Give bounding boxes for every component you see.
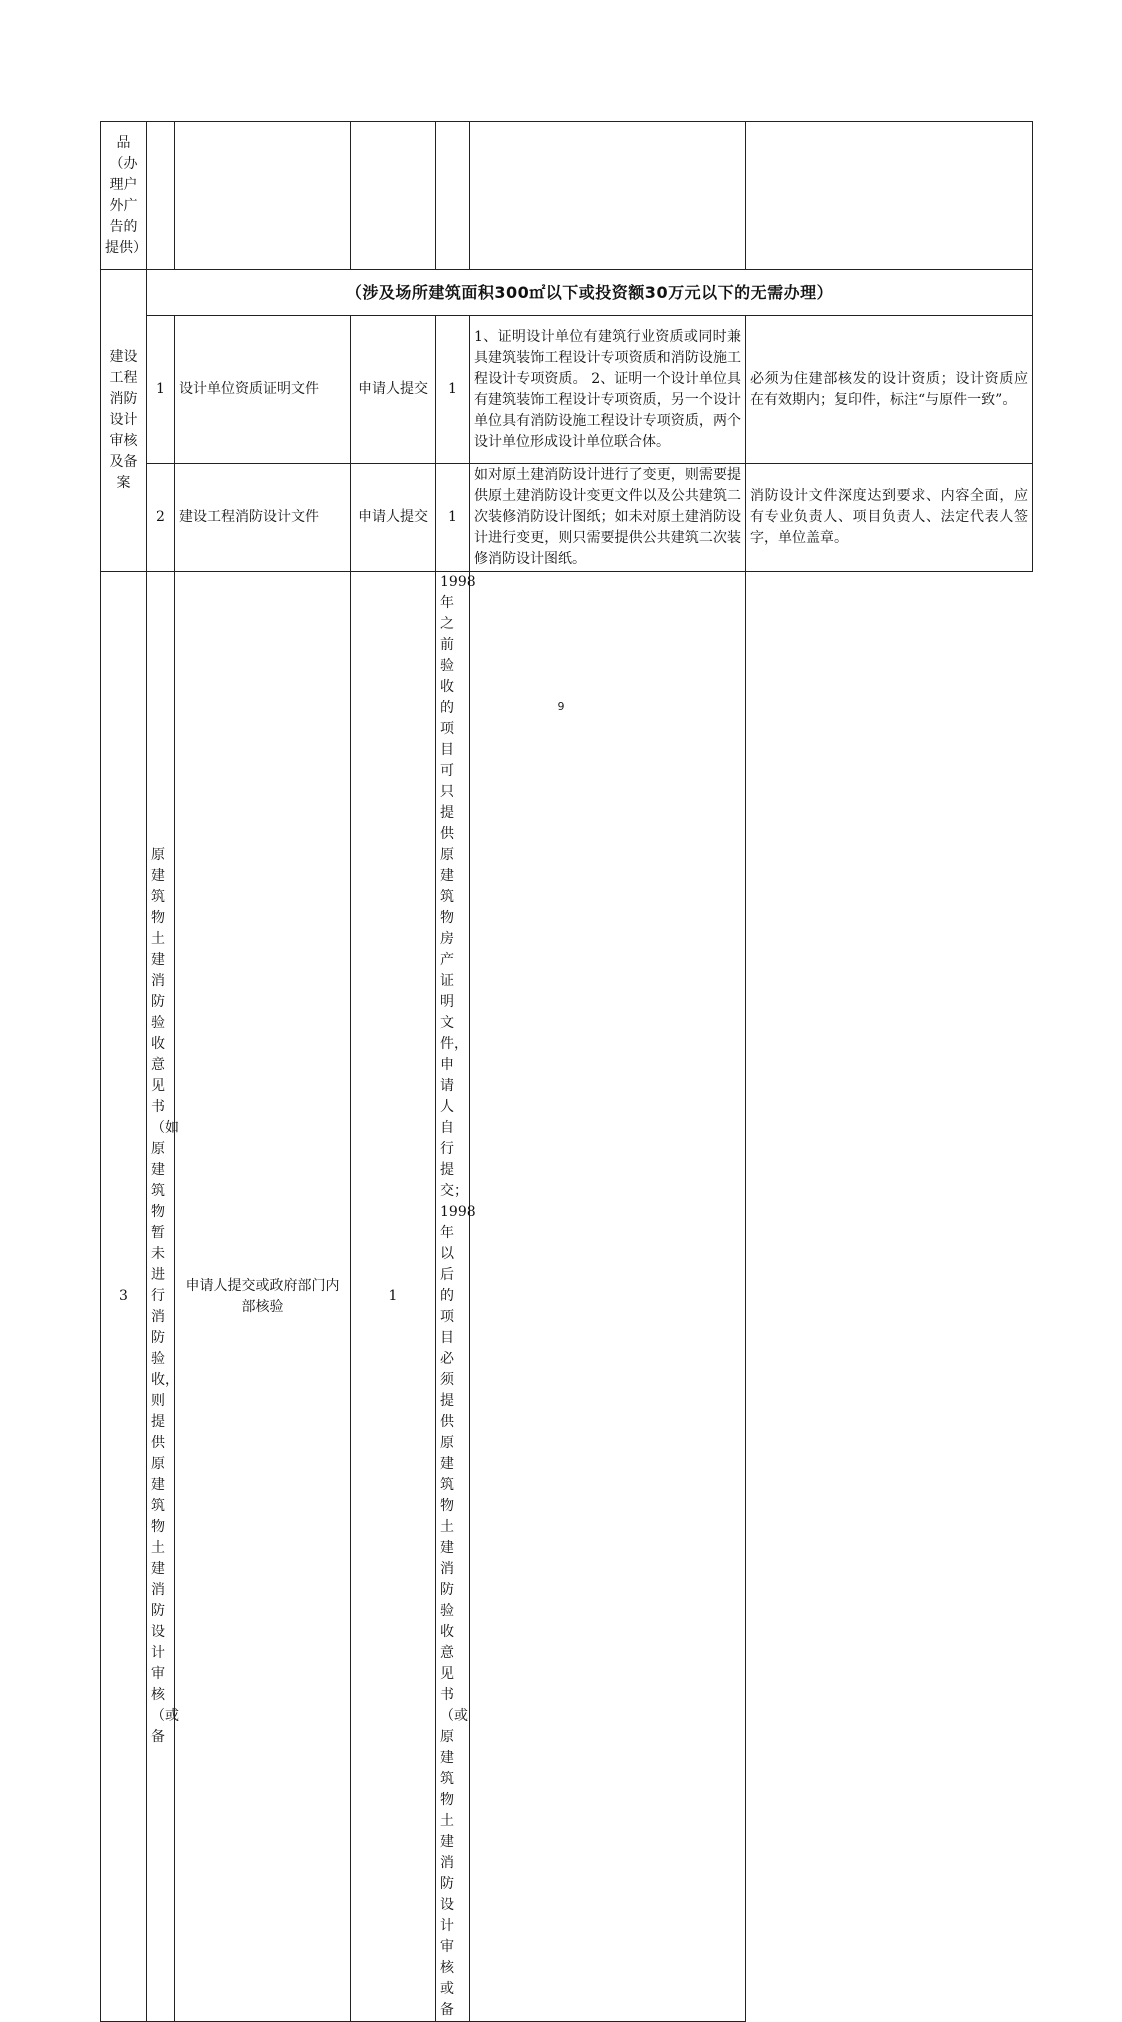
section-heading-row bbox=[101, 270, 1033, 316]
requirement-cell: 1998 年之前验收的项目可只提供原建筑物房产证明文件，申请人自行提交；1998 年以后的项目必须提供原建筑物土建消防验收意见书（或原建筑物土建消防设计审核或备 bbox=[436, 572, 470, 2022]
row-number: 3 bbox=[101, 572, 147, 2022]
requirements-table bbox=[100, 121, 1033, 2022]
document-name-cell: 建设工程消防设计文件 bbox=[175, 464, 351, 572]
source-cell: 申请人提交或政府部门内部核验 bbox=[175, 572, 351, 2022]
page-number: 9 bbox=[557, 700, 565, 713]
requirement-cell bbox=[470, 122, 746, 270]
row-number: 2 bbox=[147, 464, 175, 572]
count-cell: 1 bbox=[436, 464, 470, 572]
count-cell bbox=[436, 122, 470, 270]
row-number: 1 bbox=[147, 316, 175, 464]
notes-cell: 必须为住建部核发的设计资质；设计资质应在有效期内；复印件，标注“与原件一致”。 bbox=[746, 316, 1033, 464]
notes-cell bbox=[470, 572, 746, 2022]
source-cell: 申请人提交 bbox=[351, 464, 436, 572]
table-row-continued bbox=[101, 122, 1033, 270]
document-name-cell bbox=[175, 122, 351, 270]
table-row bbox=[101, 464, 1033, 572]
document-name-cell: 原建筑物土建消防验收意见书（如原建筑物暂未进行消防验收，则提供原建筑物土建消防设计审核（或备 bbox=[147, 572, 175, 2022]
table-row bbox=[101, 316, 1033, 464]
number-cell bbox=[147, 122, 175, 270]
category-cell: 品（办理户外广告的提供） bbox=[101, 122, 147, 270]
source-cell bbox=[351, 122, 436, 270]
notes-cell bbox=[746, 122, 1033, 270]
table-row bbox=[101, 572, 1033, 2022]
requirement-cell: 如对原土建消防设计进行了变更，则需要提供原土建消防设计变更文件以及公共建筑二次装修消防设计图纸；如未对原土建消防设计进行变更，则只需要提供公共建筑二次装修消防设计图纸。 bbox=[470, 464, 746, 572]
section-heading: （涉及场所建筑面积300㎡以下或投资额30万元以下的无需办理） bbox=[147, 270, 1033, 316]
notes-cell: 消防设计文件深度达到要求、内容全面，应有专业负责人、项目负责人、法定代表人签字，单位盖章。 bbox=[746, 464, 1033, 572]
count-cell: 1 bbox=[436, 316, 470, 464]
document-name-cell: 设计单位资质证明文件 bbox=[175, 316, 351, 464]
section-category-cell: 建设工程消防设计审核及备案 bbox=[101, 270, 147, 572]
count-cell: 1 bbox=[351, 572, 436, 2022]
source-cell: 申请人提交 bbox=[351, 316, 436, 464]
requirement-cell: 1、证明设计单位有建筑行业资质或同时兼具建筑装饰工程设计专项资质和消防设施工程设计专项资质。 2、证明一个设计单位具有建筑装饰工程设计专项资质，另一个设计单位具有消防设施工程设计专项资质，两个设计单位形成设计单位联合体。 bbox=[470, 316, 746, 464]
